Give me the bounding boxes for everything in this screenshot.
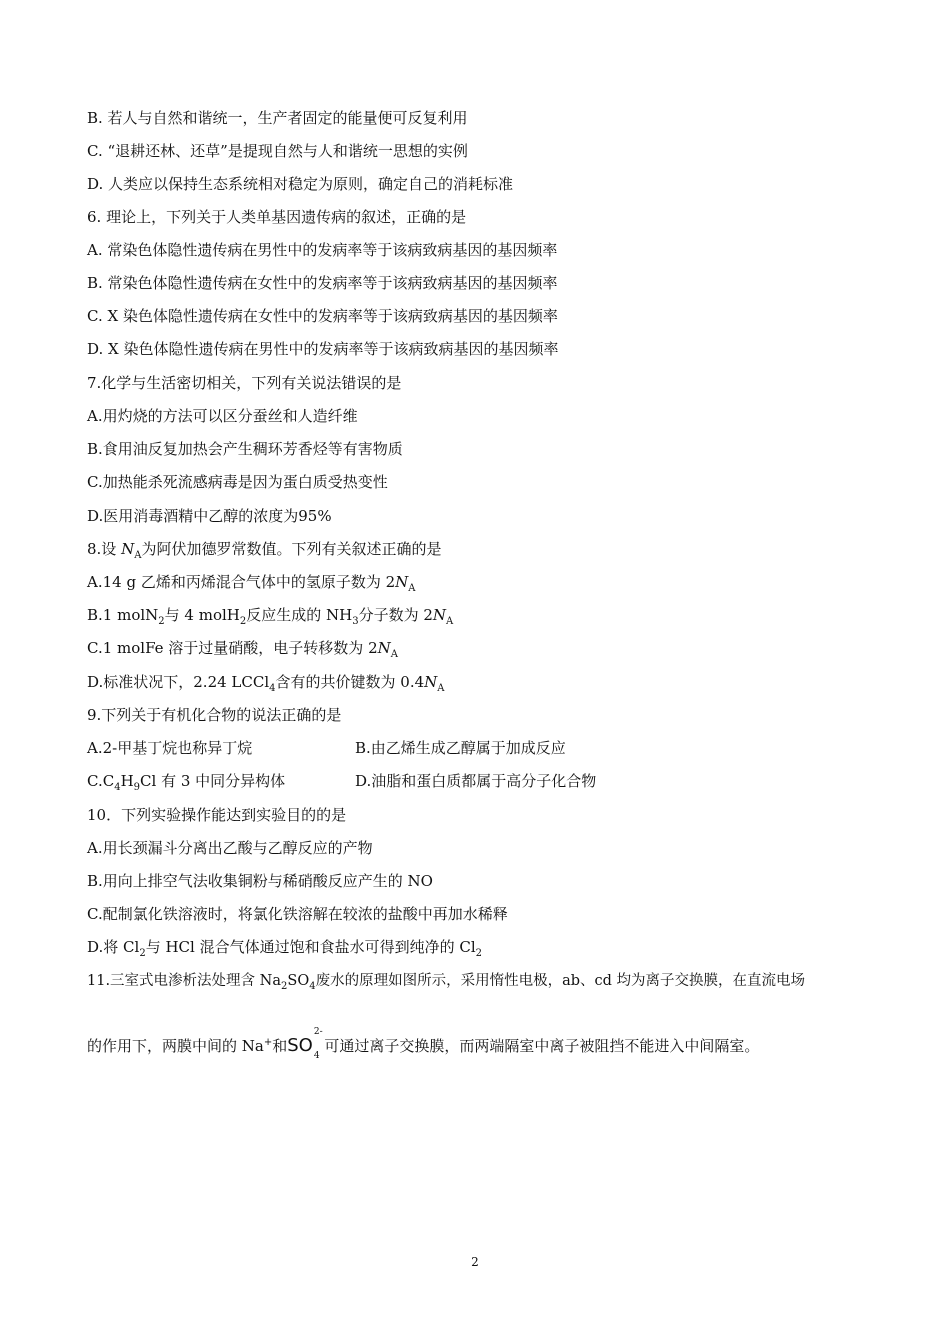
subscript: 2 [475, 948, 482, 959]
question-9-option-c [87, 772, 286, 793]
q11-text-2: SO [287, 973, 310, 989]
avogadro-symbol: N [377, 639, 391, 657]
subscript: 2 [239, 616, 247, 627]
q11-text-3: 废水的原理如图所示，采用惰性电极，ab、cd 均为离子交换膜，在直流电场 [315, 973, 806, 989]
question-10-option-c: C.配制氯化铁溶液时，将氯化铁溶解在较浓的盐酸中再加水稀释 [87, 905, 508, 923]
q11b-text-3: 可通过离子交换膜，而两端隔室中离子被阻挡不能进入中间隔室。 [319, 1037, 760, 1055]
q8b-text-1: B.1 molN [87, 606, 159, 624]
superscript: + [263, 1037, 273, 1048]
avogadro-subscript: A [446, 616, 454, 627]
subscript: 4 [269, 683, 276, 694]
question-8-stem [87, 539, 441, 559]
question-9-option-b: B.由乙烯生成乙醇属于加成反应 [355, 739, 566, 757]
q9c-text-3: Cl 有 3 中同分异构体 [140, 772, 286, 790]
page-number: 2 [471, 1255, 479, 1269]
subscript: 9 [133, 782, 141, 793]
question-11-stem-line-2 [87, 1027, 760, 1061]
question-7-stem: 7.化学与生活密切相关，下列有关说法错误的是 [87, 374, 402, 392]
question-7-option-d: D.医用消毒酒精中乙醇的浓度为95% [87, 507, 332, 525]
q8a-text: A.14 g 乙烯和丙烯混合气体中的氢原子数为 2 [87, 573, 396, 591]
question-7-option-a: A.用灼烧的方法可以区分蚕丝和人造纤维 [87, 407, 358, 425]
q8-stem-suffix: 为阿伏加德罗常数值。下列有关叙述正确的是 [141, 540, 442, 558]
question-9-option-a: A.2-甲基丁烷也称异丁烷 [87, 739, 253, 757]
question-7-option-b: B.食用油反复加热会产生稠环芳香烃等有害物质 [87, 440, 403, 458]
sulfate-formula: SO [287, 1035, 313, 1056]
question-7-option-c: C.加热能杀死流感病毒是因为蛋白质受热变性 [87, 473, 388, 491]
sulfate-subscript: 4 [313, 1051, 320, 1061]
q8d-text-1: D.标准状况下，2.24 LCCl [87, 673, 270, 691]
q11b-text-2: 和 [272, 1037, 288, 1055]
q10d-text-1: D.将 Cl [87, 938, 140, 956]
question-9-option-d: D.油脂和蛋白质都属于高分子化合物 [355, 772, 597, 790]
question-9-stem: 9.下列关于有机化合物的说法正确的是 [87, 706, 342, 724]
q8c-text: C.1 molFe 溶于过量硝酸，电子转移数为 2 [87, 639, 378, 657]
question-10-option-b: B.用向上排空气法收集铜粉与稀硝酸反应产生的 NO [87, 872, 433, 890]
avogadro-subscript: A [134, 550, 142, 561]
subscript: 4 [114, 782, 121, 793]
q8b-text-3: 反应生成的 NH [246, 606, 353, 624]
avogadro-subscript: A [390, 649, 398, 660]
sulfate-indices [313, 1027, 323, 1061]
question-8-option-a [87, 572, 416, 592]
avogadro-symbol: N [395, 573, 409, 591]
question-9-row-cd [87, 771, 597, 793]
question-8-option-c [87, 638, 398, 658]
question-8-option-b [87, 605, 453, 625]
question-10-stem: 10．下列实验操作能达到实验目的的是 [87, 806, 347, 824]
avogadro-symbol: N [432, 606, 447, 624]
avogadro-subscript: A [437, 683, 445, 694]
q8b-text-2: 与 4 molH [164, 606, 240, 624]
subscript: 2 [281, 980, 288, 992]
question-6-option-a: A. 常染色体隐性遗传病在男性中的发病率等于该病致病基因的基因频率 [87, 241, 558, 259]
question-9-row-ab [87, 738, 566, 758]
q10d-text-2: 与 HCl 混合气体通过饱和食盐水可得到纯净的 Cl [145, 938, 476, 956]
q11b-text-1: 的作用下，两膜中间的 Na [87, 1037, 264, 1055]
q9c-text-1: C.C [87, 772, 115, 790]
q9c-text-2: H [120, 772, 134, 790]
subscript: 2 [139, 948, 146, 959]
question-6-option-d: D. X 染色体隐性遗传病在男性中的发病率等于该病致病基因的基因频率 [87, 340, 559, 358]
subscript: 4 [309, 980, 316, 992]
question-11-stem-line-1 [87, 971, 805, 991]
q8d-text-2: 含有的共价键数为 0.4 [275, 673, 425, 691]
question-6-stem: 6. 理论上，下列关于人类单基因遗传病的叙述，正确的是 [87, 208, 467, 226]
avogadro-symbol: N [121, 540, 135, 558]
question-6-option-b: B. 常染色体隐性遗传病在女性中的发病率等于该病致病基因的基因频率 [87, 274, 558, 292]
question-10-option-d [87, 937, 482, 957]
q8-stem-prefix: 8.设 [87, 540, 122, 558]
q11-text-1: 11.三室式电渗析法处理含 Na [87, 973, 282, 989]
question-5-option-b: B. 若人与自然和谐统一，生产者固定的能量便可反复利用 [87, 109, 468, 127]
question-6-option-c: C. X 染色体隐性遗传病在女性中的发病率等于该病致病基因的基因频率 [87, 307, 558, 325]
subscript: 2 [158, 616, 165, 627]
question-5-option-c: C. “退耕还林、还草”是提现自然与人和谐统一思想的实例 [87, 142, 468, 160]
avogadro-symbol: N [424, 673, 438, 691]
question-5-option-d: D. 人类应以保持生态系统相对稳定为原则，确定自己的消耗标准 [87, 175, 514, 193]
subscript: 3 [352, 616, 359, 627]
q8b-text-4: 分子数为 2 [358, 606, 433, 624]
question-8-option-d [87, 672, 445, 692]
sulfate-charge: 2- [313, 1027, 323, 1037]
question-10-option-a: A.用长颈漏斗分离出乙酸与乙醇反应的产物 [87, 839, 373, 857]
avogadro-subscript: A [408, 583, 416, 594]
